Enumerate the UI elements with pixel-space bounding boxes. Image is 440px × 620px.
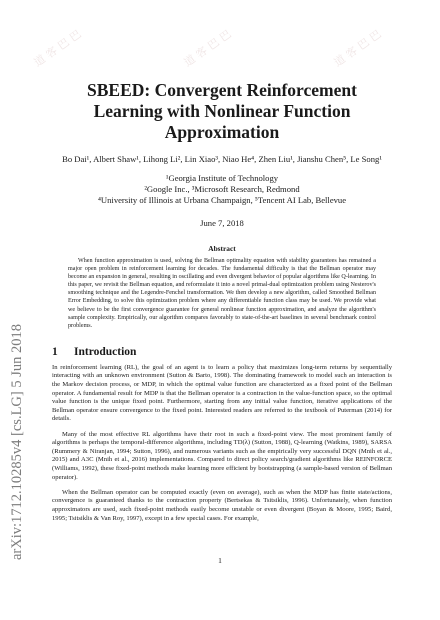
watermark-text: 道 客 巴 巴 [181,27,234,70]
body-paragraph: Many of the most effective RL algorithms have their root in such a fixed-point view. The most prominent family of algorithms is perhaps the temporal-difference algorithms, including TD(λ) (Sutton, 1988), Q-learning (Watkins, 1989), SARSA (Rummery & Niranjan, 1994; Sutton, 1996), and numerous variants such as the empirically very successful DQN (Mnih et al., 2015) and A3C (Mnih et al., 2016) implementations. Compared to direct policy search/gradient algorithms like REINFORCE (Williams, 1992), these fixed-point methods make learning more efficient by bootstrapping (a sample-based version of Bellman operator). [52,430,392,481]
abstract-heading: Abstract [208,244,236,253]
watermark-text: 道 客 巴 巴 [31,27,84,70]
arxiv-id-text: arXiv:1712.10285v4 [cs.LG] 5 Jun 2018 [9,323,25,560]
affiliation-line: ¹Georgia Institute of Technology [165,173,279,183]
body-paragraph: In reinforcement learning (RL), the goal of an agent is to learn a policy that maximizes long-term returns by sequentially interacting with an unknown environment (Sutton & Barto, 1998). The dominating framework to model such an interaction is the Markov decision process, or MDP, in which the optimal value function are characterized as a fixed point of the Bellman operator. A fundamental result for MDP is that the Bellman operator is a contraction in the value-function space, so the optimal value function is the unique fixed point. Furthermore, starting from any initial value function, iterative applications of the Bellman operator ensure convergence to the fixed point. Interested readers are referred to the textbook of Puterman (2014) for details. [52,363,392,423]
body-paragraph: When the Bellman operator can be computed exactly (even on average), such as when the MDP has finite state/actions, convergence is guaranteed thanks to the contraction property (Bertsekas & Tsitsiklis, 1996). Unfortunately, when function approximators are used, such fixed-point methods easily become unstable or even divergent (Boyan & Moore, 1995; Baird, 1995; Tsitsiklis & Van Roy, 1997), except in a few special cases. For example, [52,488,392,522]
paper-title: SBEED: Convergent Reinforcement Learning with Nonlinear Function Approximation [87,80,357,142]
watermark-text: 道 客 巴 巴 [331,27,384,70]
page-number: 1 [218,556,222,565]
affiliation-line: ²Google Inc., ³Microsoft Research, Redmond [144,184,300,194]
author-list: Bo Dai¹, Albert Shaw¹, Lihong Li², Lin Xiao³, Niao He⁴, Zhen Liu¹, Jianshu Chen⁵, Le Song¹ [62,154,382,164]
affiliations [52,173,392,206]
affiliation-line: ⁴University of Illinois at Urbana Champaign, ⁵Tencent AI Lab, Bellevue [97,195,347,205]
paper-page [52,80,392,530]
arxiv-identifier [2,150,28,570]
section-title: Introduction [74,345,137,358]
abstract-text: When function approximation is used, solving the Bellman optimality equation with stability guarantees has remained a major open problem in reinforcement learning for decades. The fundamental difficulty is that the Bellman operator may become an expansion in general, resulting in oscillating and even divergent behavior of popular algorithms like Q-learning. In this paper, we revisit the Bellman equation, and reformulate it into a novel primal-dual optimization problem using Nesterov's smoothing technique and the Legendre-Fenchel transformation. We then develop a new algorithm, called Smoothed Bellman Error Embedding, to solve this optimization problem where any differentiable function class may be used. We provide what we believe to be the first convergence guarantee for general nonlinear function approximation, and analyze the algorithm's sample complexity. Empirically, our algorithm compares favorably to state-of-the-art baselines in several benchmark control problems. [68,258,376,329]
section-number: 1 [52,345,58,358]
section-heading [52,346,392,358]
publication-date: June 7, 2018 [200,218,244,228]
